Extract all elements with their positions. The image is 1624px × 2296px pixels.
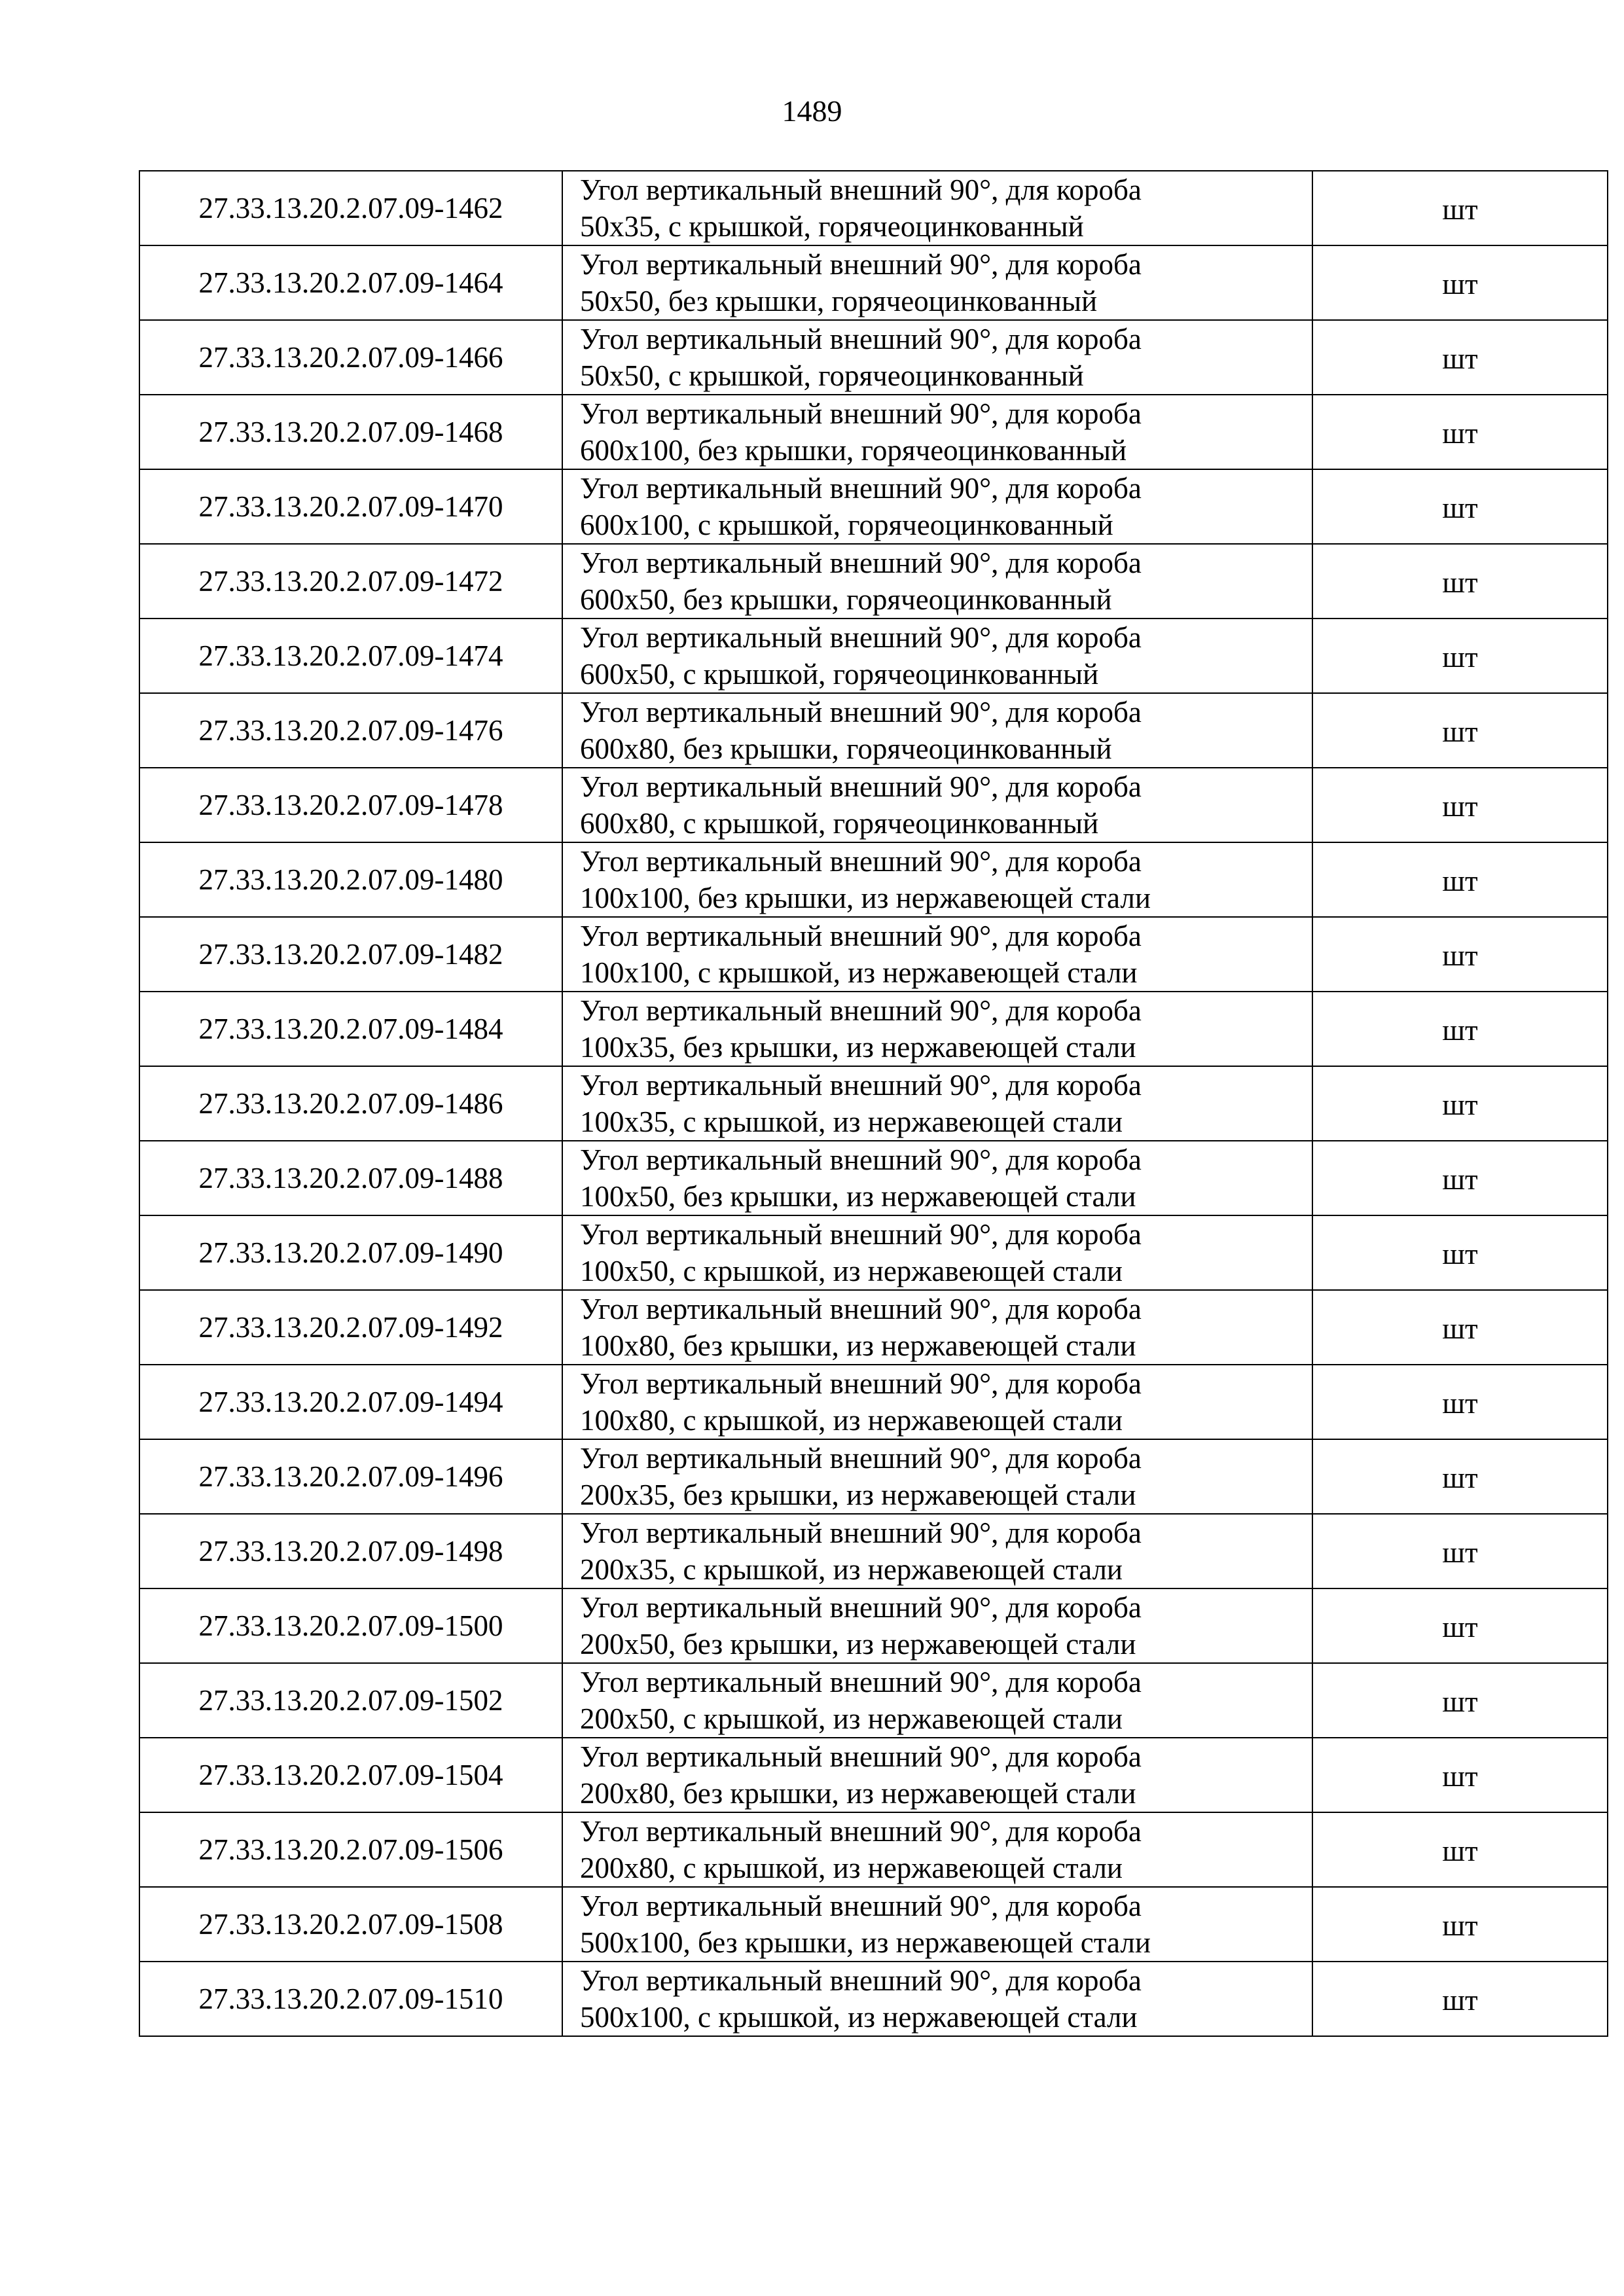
unit-cell: шт	[1312, 395, 1608, 469]
table-row	[139, 1663, 1608, 1738]
table-row	[139, 768, 1608, 842]
item-description-cell	[562, 1887, 1312, 1962]
item-description-cell	[562, 469, 1312, 544]
unit-cell: шт	[1312, 1066, 1608, 1141]
table-row	[139, 1365, 1608, 1439]
item-code-cell: 27.33.13.20.2.07.09-1496	[139, 1439, 562, 1514]
unit-cell: шт	[1312, 842, 1608, 917]
description-line-1: Угол вертикальный внешний 90°, для короба	[580, 696, 1142, 728]
item-description-cell	[562, 619, 1312, 693]
description-line-1: Угол вертикальный внешний 90°, для короба	[580, 1890, 1142, 1922]
description-line-2: 600х50, без крышки, горячеоцинкованный	[580, 583, 1112, 616]
item-code-cell: 27.33.13.20.2.07.09-1498	[139, 1514, 562, 1588]
item-description-cell	[562, 1738, 1312, 1812]
unit-cell: шт	[1312, 992, 1608, 1066]
unit-cell: шт	[1312, 1738, 1608, 1812]
item-code-cell: 27.33.13.20.2.07.09-1482	[139, 917, 562, 992]
description-line-2: 100х50, с крышкой, из нержавеющей стали	[580, 1255, 1123, 1287]
item-code-cell: 27.33.13.20.2.07.09-1502	[139, 1663, 562, 1738]
item-code-cell: 27.33.13.20.2.07.09-1468	[139, 395, 562, 469]
table-row	[139, 619, 1608, 693]
description-line-1: Угол вертикальный внешний 90°, для короба	[580, 994, 1142, 1027]
description-line-2: 100х100, с крышкой, из нержавеющей стали	[580, 956, 1138, 989]
item-code-cell: 27.33.13.20.2.07.09-1478	[139, 768, 562, 842]
description-line-2: 100х100, без крышки, из нержавеющей стали	[580, 882, 1151, 914]
description-line-1: Угол вертикальный внешний 90°, для короба	[580, 1815, 1142, 1848]
unit-cell: шт	[1312, 245, 1608, 320]
table-row	[139, 842, 1608, 917]
table-row	[139, 1141, 1608, 1215]
description-line-1: Угол вертикальный внешний 90°, для короба	[580, 397, 1142, 430]
table-row	[139, 1588, 1608, 1663]
item-description-cell	[562, 1066, 1312, 1141]
item-description-cell	[562, 320, 1312, 395]
unit-cell: шт	[1312, 469, 1608, 544]
table-row	[139, 1514, 1608, 1588]
description-line-2: 100х80, с крышкой, из нержавеющей стали	[580, 1404, 1123, 1437]
description-line-2: 100х50, без крышки, из нержавеющей стали	[580, 1180, 1136, 1213]
item-description-cell	[562, 1588, 1312, 1663]
item-code-cell: 27.33.13.20.2.07.09-1484	[139, 992, 562, 1066]
item-description-cell	[562, 992, 1312, 1066]
item-description-cell	[562, 1962, 1312, 2036]
unit-cell: шт	[1312, 1663, 1608, 1738]
description-line-1: Угол вертикальный внешний 90°, для короба	[580, 770, 1142, 803]
description-line-1: Угол вертикальный внешний 90°, для короба	[580, 1218, 1142, 1251]
item-description-cell	[562, 1439, 1312, 1514]
description-line-2: 600х80, с крышкой, горячеоцинкованный	[580, 807, 1099, 840]
item-code-cell: 27.33.13.20.2.07.09-1504	[139, 1738, 562, 1812]
item-code-cell: 27.33.13.20.2.07.09-1506	[139, 1812, 562, 1887]
description-line-2: 600х80, без крышки, горячеоцинкованный	[580, 732, 1112, 765]
table-row	[139, 1812, 1608, 1887]
item-description-cell	[562, 1365, 1312, 1439]
unit-cell: шт	[1312, 1962, 1608, 2036]
unit-cell: шт	[1312, 1290, 1608, 1365]
item-code-cell: 27.33.13.20.2.07.09-1472	[139, 544, 562, 619]
table-row	[139, 1439, 1608, 1514]
item-description-cell	[562, 1514, 1312, 1588]
item-description-cell	[562, 1812, 1312, 1887]
unit-cell: шт	[1312, 619, 1608, 693]
item-code-cell: 27.33.13.20.2.07.09-1464	[139, 245, 562, 320]
description-line-2: 100х35, без крышки, из нержавеющей стали	[580, 1031, 1136, 1064]
description-line-1: Угол вертикальный внешний 90°, для короба	[580, 1143, 1142, 1176]
item-code-cell: 27.33.13.20.2.07.09-1488	[139, 1141, 562, 1215]
item-code-cell: 27.33.13.20.2.07.09-1480	[139, 842, 562, 917]
unit-cell: шт	[1312, 1215, 1608, 1290]
table-row	[139, 320, 1608, 395]
table-row	[139, 395, 1608, 469]
description-line-1: Угол вертикальный внешний 90°, для короба	[580, 1293, 1142, 1325]
description-line-2: 200х35, без крышки, из нержавеющей стали	[580, 1479, 1136, 1511]
description-line-1: Угол вертикальный внешний 90°, для короба	[580, 1591, 1142, 1624]
item-code-cell: 27.33.13.20.2.07.09-1494	[139, 1365, 562, 1439]
item-description-cell	[562, 245, 1312, 320]
description-line-1: Угол вертикальный внешний 90°, для короба	[580, 1367, 1142, 1400]
table-body	[139, 171, 1608, 2036]
description-line-1: Угол вертикальный внешний 90°, для короба	[580, 173, 1142, 206]
item-code-cell: 27.33.13.20.2.07.09-1466	[139, 320, 562, 395]
description-line-2: 50х50, без крышки, горячеоцинкованный	[580, 285, 1098, 317]
unit-cell: шт	[1312, 544, 1608, 619]
description-line-1: Угол вертикальный внешний 90°, для короба	[580, 547, 1142, 579]
description-line-1: Угол вертикальный внешний 90°, для короба	[580, 248, 1142, 281]
description-line-1: Угол вертикальный внешний 90°, для короба	[580, 1964, 1142, 1997]
unit-cell: шт	[1312, 171, 1608, 245]
item-description-cell	[562, 1290, 1312, 1365]
description-line-1: Угол вертикальный внешний 90°, для короба	[580, 1442, 1142, 1475]
table-row	[139, 1887, 1608, 1962]
item-description-cell	[562, 395, 1312, 469]
table-row	[139, 245, 1608, 320]
item-code-cell: 27.33.13.20.2.07.09-1476	[139, 693, 562, 768]
description-line-2: 200х50, с крышкой, из нержавеющей стали	[580, 1702, 1123, 1735]
description-line-2: 600х50, с крышкой, горячеоцинкованный	[580, 658, 1099, 691]
description-line-1: Угол вертикальный внешний 90°, для короба	[580, 1666, 1142, 1698]
item-description-cell	[562, 1141, 1312, 1215]
table-row	[139, 1215, 1608, 1290]
item-description-cell	[562, 693, 1312, 768]
unit-cell: шт	[1312, 768, 1608, 842]
unit-cell: шт	[1312, 1141, 1608, 1215]
table-row	[139, 469, 1608, 544]
unit-cell: шт	[1312, 917, 1608, 992]
item-description-cell	[562, 768, 1312, 842]
description-line-2: 500х100, с крышкой, из нержавеющей стали	[580, 2001, 1138, 2034]
unit-cell: шт	[1312, 1439, 1608, 1514]
item-description-cell	[562, 171, 1312, 245]
table-row	[139, 992, 1608, 1066]
item-code-cell: 27.33.13.20.2.07.09-1508	[139, 1887, 562, 1962]
description-line-2: 600х100, без крышки, горячеоцинкованный	[580, 434, 1127, 467]
item-description-cell	[562, 1663, 1312, 1738]
item-code-cell: 27.33.13.20.2.07.09-1486	[139, 1066, 562, 1141]
description-line-1: Угол вертикальный внешний 90°, для короба	[580, 323, 1142, 355]
item-code-cell: 27.33.13.20.2.07.09-1470	[139, 469, 562, 544]
unit-cell: шт	[1312, 1365, 1608, 1439]
table-row	[139, 1738, 1608, 1812]
unit-cell: шт	[1312, 1588, 1608, 1663]
table-row	[139, 1962, 1608, 2036]
description-line-2: 100х80, без крышки, из нержавеющей стали	[580, 1329, 1136, 1362]
item-code-cell: 27.33.13.20.2.07.09-1510	[139, 1962, 562, 2036]
item-description-cell	[562, 842, 1312, 917]
description-line-2: 100х35, с крышкой, из нержавеющей стали	[580, 1105, 1123, 1138]
unit-cell: шт	[1312, 320, 1608, 395]
description-line-1: Угол вертикальный внешний 90°, для короба	[580, 845, 1142, 878]
unit-cell: шт	[1312, 693, 1608, 768]
unit-cell: шт	[1312, 1887, 1608, 1962]
description-line-2: 200х80, с крышкой, из нержавеющей стали	[580, 1852, 1123, 1884]
description-line-1: Угол вертикальный внешний 90°, для короба	[580, 621, 1142, 654]
description-line-1: Угол вертикальный внешний 90°, для короба	[580, 920, 1142, 952]
description-line-1: Угол вертикальный внешний 90°, для короба	[580, 472, 1142, 505]
description-line-2: 200х50, без крышки, из нержавеющей стали	[580, 1628, 1136, 1660]
description-line-1: Угол вертикальный внешний 90°, для короба	[580, 1069, 1142, 1102]
description-line-1: Угол вертикальный внешний 90°, для короба	[580, 1516, 1142, 1549]
unit-cell: шт	[1312, 1812, 1608, 1887]
item-code-cell: 27.33.13.20.2.07.09-1492	[139, 1290, 562, 1365]
catalog-table	[139, 170, 1608, 2037]
item-code-cell: 27.33.13.20.2.07.09-1490	[139, 1215, 562, 1290]
table-row	[139, 917, 1608, 992]
item-code-cell: 27.33.13.20.2.07.09-1462	[139, 171, 562, 245]
description-line-2: 50х35, с крышкой, горячеоцинкованный	[580, 210, 1084, 243]
item-description-cell	[562, 917, 1312, 992]
description-line-1: Угол вертикальный внешний 90°, для короба	[580, 1740, 1142, 1773]
page-number: 1489	[782, 94, 842, 128]
item-description-cell	[562, 1215, 1312, 1290]
unit-cell: шт	[1312, 1514, 1608, 1588]
table-row	[139, 544, 1608, 619]
item-description-cell	[562, 544, 1312, 619]
description-line-2: 600х100, с крышкой, горячеоцинкованный	[580, 509, 1113, 541]
table-row	[139, 693, 1608, 768]
table-row	[139, 1066, 1608, 1141]
description-line-2: 200х80, без крышки, из нержавеющей стали	[580, 1777, 1136, 1810]
table-row	[139, 171, 1608, 245]
description-line-2: 50х50, с крышкой, горячеоцинкованный	[580, 359, 1084, 392]
description-line-2: 200х35, с крышкой, из нержавеющей стали	[580, 1553, 1123, 1586]
table-row	[139, 1290, 1608, 1365]
item-code-cell: 27.33.13.20.2.07.09-1474	[139, 619, 562, 693]
description-line-2: 500х100, без крышки, из нержавеющей стали	[580, 1926, 1151, 1959]
item-code-cell: 27.33.13.20.2.07.09-1500	[139, 1588, 562, 1663]
